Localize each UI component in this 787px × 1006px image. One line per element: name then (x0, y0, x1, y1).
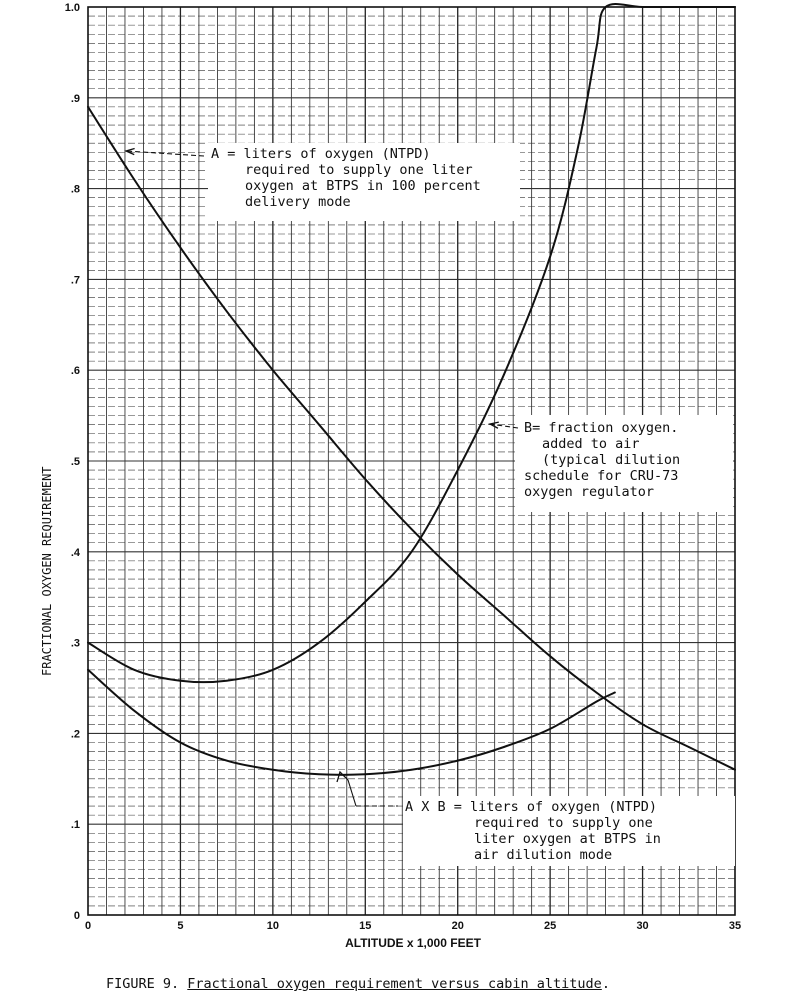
curve-b-point (318, 642, 320, 644)
curve-b-point (133, 669, 135, 671)
y-axis-title: FRACTIONAL OXYGEN REQUIREMENT (40, 466, 54, 676)
curve-b-point (180, 680, 182, 682)
curve-b-point (411, 551, 413, 553)
y-tick-label: .8 (70, 183, 80, 196)
y-tick-label: .2 (70, 728, 80, 741)
y-tick-label: .3 (70, 637, 80, 650)
curve-a-point (642, 724, 644, 726)
curve-a-times-b-point (457, 760, 459, 762)
x-tick-label: 15 (359, 920, 372, 932)
curve-b-point (457, 469, 459, 471)
caption-prefix: FIGURE 9. (106, 976, 180, 992)
curve-b-point (596, 47, 598, 49)
x-tick-label: 35 (728, 920, 742, 932)
curve-a-times-b-point (596, 701, 598, 703)
x-tick-label: 25 (544, 920, 557, 932)
curve-a-point (364, 478, 366, 480)
curve-b-point (364, 601, 366, 603)
curve-a-point (318, 424, 320, 426)
annotation-axb-text: required to supply one (474, 815, 653, 831)
x-tick-label: 0 (84, 920, 92, 932)
annotation-axb-text: air dilution mode (474, 847, 613, 863)
curve-a-point (87, 106, 89, 108)
curve-b-point (226, 680, 228, 682)
curve-a-point (180, 247, 182, 249)
annotation-b-text: oxygen regulator (524, 484, 655, 500)
x-tick-label: 5 (177, 920, 184, 932)
curve-b-point (503, 374, 505, 376)
annotation-a-text: required to supply one liter (245, 162, 473, 178)
curve-a-point (688, 746, 690, 748)
curve-a-point (734, 769, 736, 771)
curve-a-point (226, 310, 228, 312)
curve-b-point (549, 256, 551, 258)
curve-a-times-b-point (503, 746, 505, 748)
annotation-axb-text: A X B = liters of oxygen (NTPD) (405, 799, 657, 815)
curve-b-point (688, 6, 690, 8)
figure-caption (106, 976, 610, 992)
y-tick-label: .4 (70, 546, 80, 559)
curve-a-times-b-point (411, 769, 413, 771)
y-tick-label: .7 (70, 274, 80, 287)
curve-b-point (87, 642, 89, 644)
x-tick-label: 10 (266, 920, 279, 932)
y-tick-label: 1.0 (64, 2, 80, 14)
annotation-b-text: B= fraction oxygen. (524, 420, 679, 436)
curve-a-times-b-point (87, 669, 89, 671)
curve-a-point (549, 655, 551, 657)
x-axis-title: ALTITUDE x 1,000 FEET (345, 936, 481, 950)
y-tick-label: 0 (73, 910, 80, 922)
y-tick-label: .1 (70, 819, 80, 832)
annotation-a-text: oxygen at BTPS in 100 percent (245, 178, 481, 194)
annotation-b-text: schedule for CRU-73 (524, 468, 679, 484)
y-tick-label: .5 (70, 456, 80, 468)
curve-a-times-b-point (318, 773, 320, 775)
curve-a-point (457, 574, 459, 576)
curve-b-point (577, 147, 579, 149)
curve-a-point (596, 692, 598, 694)
annotation-a-text: delivery mode (245, 194, 351, 210)
curve-a-times-b-point (364, 773, 366, 775)
curve-a-times-b-point (180, 742, 182, 744)
curve-a-times-b-point (614, 692, 616, 694)
curve-a-times-b-point (133, 710, 135, 712)
curve-a-times-b-point (226, 760, 228, 762)
y-tick-label: .9 (70, 92, 80, 105)
annotation-axb-text: liter oxygen at BTPS in (474, 831, 661, 847)
curve-b-point (734, 6, 736, 8)
caption-suffix: . (601, 976, 610, 992)
curve-b-point (642, 6, 644, 8)
curve-a-times-b-point (272, 769, 274, 771)
annotation-a-text: A = liters of oxygen (NTPD) (211, 146, 431, 162)
x-tick-label: 30 (636, 920, 649, 932)
curve-a-point (411, 528, 413, 530)
curve-b-point (272, 669, 274, 671)
curve-a-point (133, 179, 135, 181)
curve-a-times-b-point (549, 728, 551, 730)
y-tick-label: .6 (70, 365, 80, 378)
curve-a-point (503, 615, 505, 617)
annotation-b-text: (typical dilution (542, 452, 681, 468)
x-tick-label: 20 (451, 920, 464, 932)
curve-b-point (605, 6, 607, 8)
curve-a-point (272, 369, 274, 371)
caption-title: Fractional oxygen requirement versus cabin altitude (187, 976, 602, 992)
annotation-b-text: added to air (542, 436, 640, 452)
